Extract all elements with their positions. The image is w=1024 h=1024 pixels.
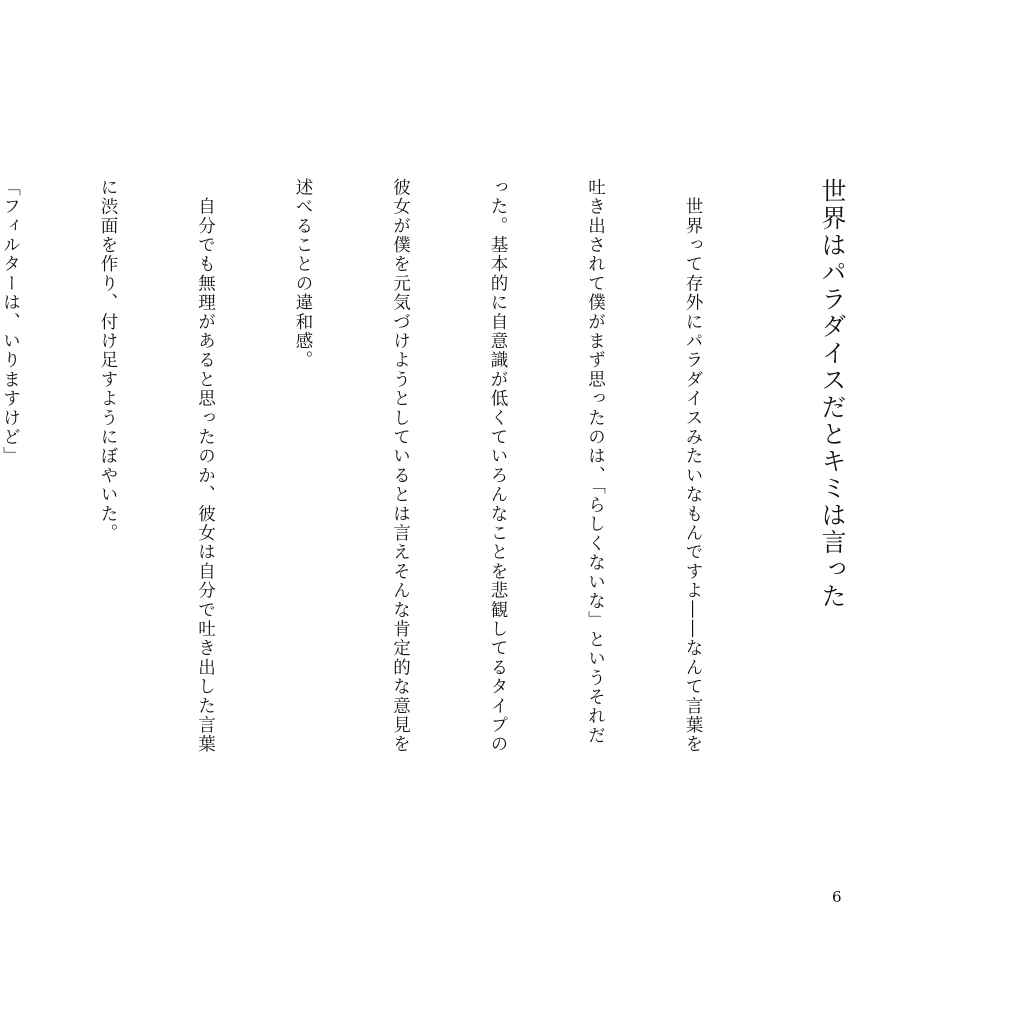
text-line: 彼女が僕を元気づけようとしているとは言えそんな肯定的な意見を	[390, 178, 411, 754]
vertical-text-block	[0, 178, 854, 898]
text-line: った。基本的に自意識が低くていろんなことを悲観してるタイプの	[488, 178, 508, 754]
chapter-title: 世界はパラダイスだとキミは言った	[818, 178, 847, 610]
text-line: 吐き出されて僕がまず思ったのは、「らしくないな」というそれだ	[585, 178, 606, 746]
text-line: 世界って存外にパラダイスみたいなもんですよ――なんて言葉を	[683, 178, 703, 754]
text-line: 述べることの違和感。	[293, 178, 313, 370]
body-text	[0, 178, 774, 898]
text-line: に渋面を作り、付け足すようにぼやいた。	[98, 178, 118, 543]
text-line: 自分でも無理があると思ったのか、彼女は自分で吐き出した言葉	[195, 178, 216, 754]
text-line: 「フィルターは、いりますけど」	[0, 178, 21, 466]
page-number: 6	[832, 888, 842, 906]
